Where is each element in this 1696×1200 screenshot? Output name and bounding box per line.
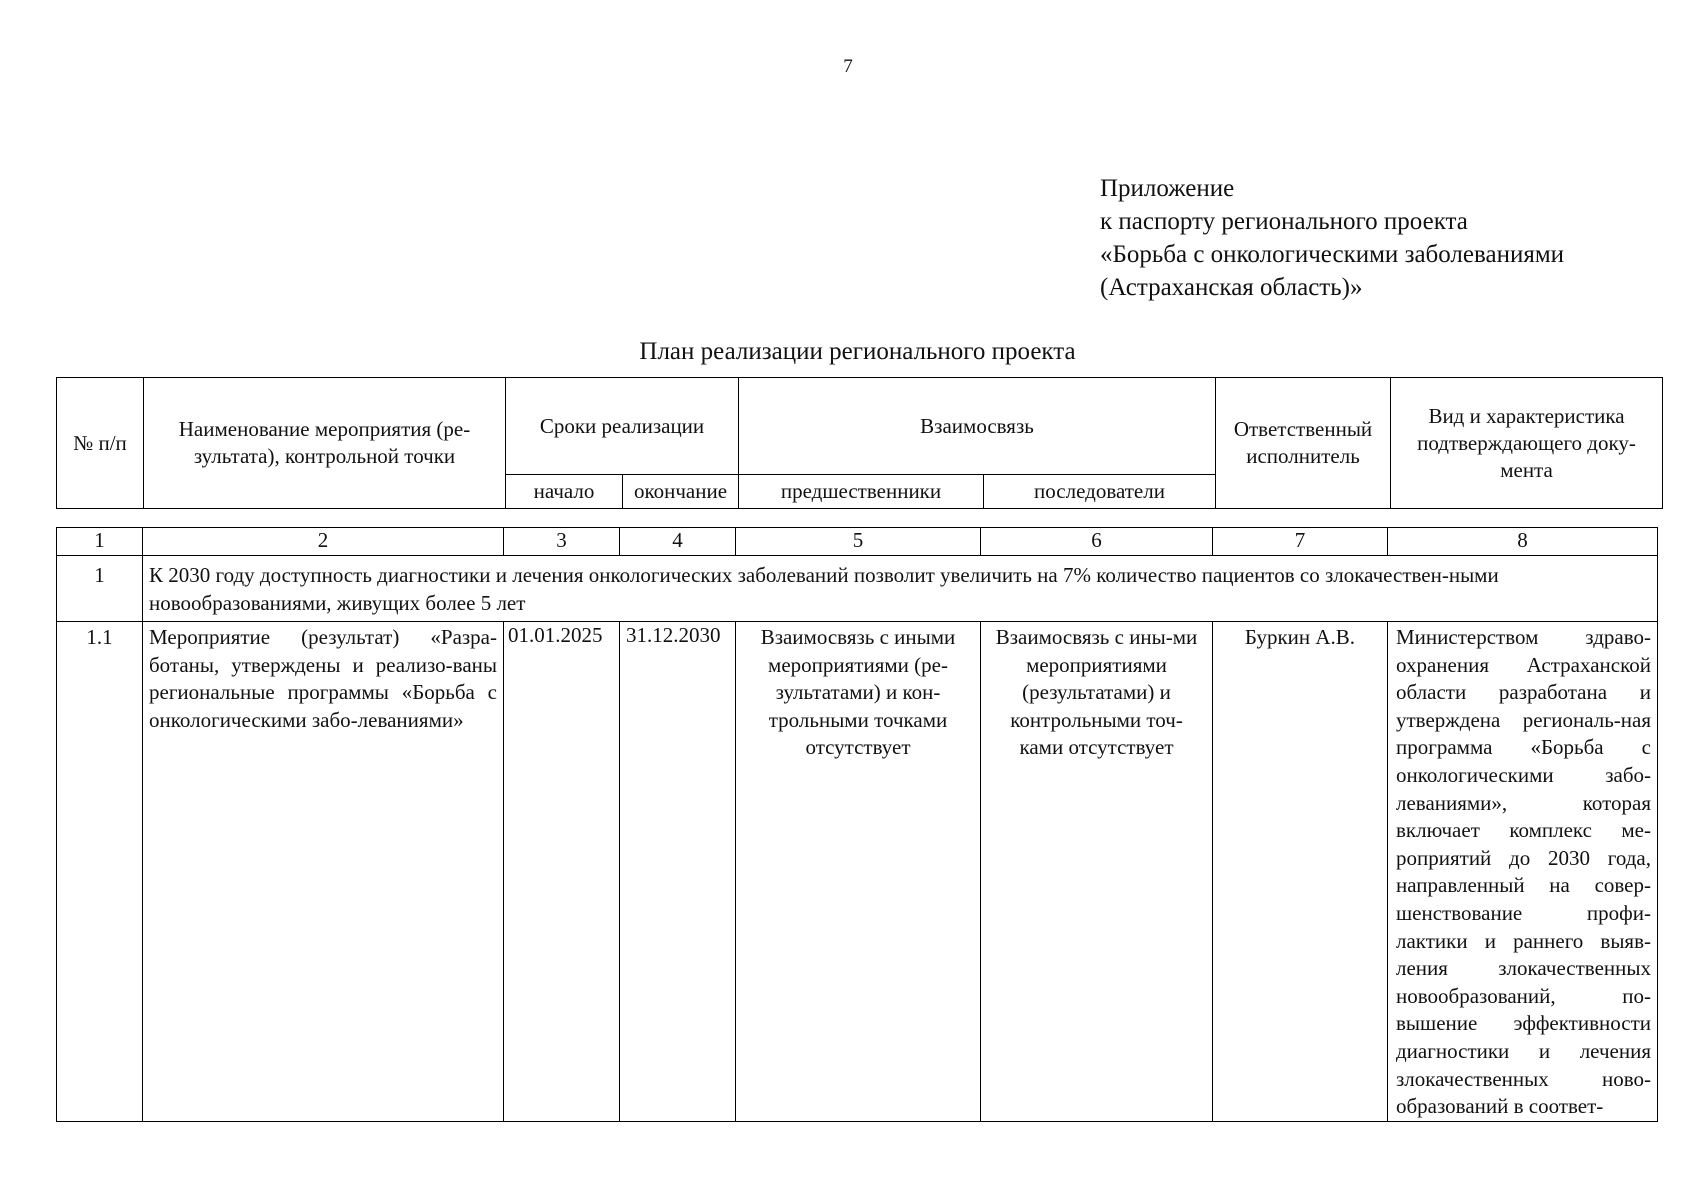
header-name: Наименование мероприятия (ре-зультата), контрольной точки	[144, 378, 506, 509]
header-document: Вид и характеристика подтверждающего доку-мента	[1391, 378, 1663, 509]
table-title: План реализации регионального проекта	[639, 338, 1076, 365]
column-number: 6	[981, 528, 1213, 556]
header-table	[56, 377, 1663, 509]
header-successors: последователи	[984, 475, 1216, 509]
header-predecessors: предшественники	[739, 475, 984, 509]
annex-line-4: (Астраханская область)»	[1100, 274, 1363, 301]
row-number: 1.1	[57, 622, 143, 1122]
annex-line-1: Приложение	[1100, 175, 1235, 202]
header-responsible: Ответственный исполнитель	[1216, 378, 1391, 509]
row-predecessors: Взаимосвязь с иными мероприятиями (ре-зультатами) и кон-трольными точками отсутствует	[736, 622, 981, 1122]
header-end: окончание	[623, 475, 739, 509]
annex-line-3: «Борьба с онкологическими заболеваниями	[1100, 241, 1565, 268]
column-number: 4	[620, 528, 736, 556]
data-table	[56, 527, 1658, 1122]
task-text: К 2030 году доступность диагностики и лечения онкологических заболеваний позволит увеличить на 7% количество пациентов со злокачествен-ными новообразованиями, живущих более 5 лет	[143, 556, 1658, 622]
row-successors: Взаимосвязь с ины-ми мероприятиями (результатами) и контрольными точ-ками отсутствует	[981, 622, 1213, 1122]
column-number: 7	[1213, 528, 1388, 556]
column-number: 3	[504, 528, 620, 556]
header-terms: Сроки реализации	[506, 378, 739, 475]
row-responsible: Буркин А.В.	[1213, 622, 1388, 1122]
column-number: 1	[57, 528, 143, 556]
task-number: 1	[57, 556, 143, 622]
column-number-row	[57, 528, 1658, 556]
table-row	[57, 622, 1658, 1122]
page-number: 7	[843, 56, 853, 77]
row-end-date: 31.12.2030	[620, 622, 736, 1122]
header-number: № п/п	[57, 378, 144, 509]
annex-line-2: к паспорту регионального проекта	[1100, 208, 1468, 235]
row-document: Министерством здраво-охранения Астраханской области разработана и утверждена региональ-ная программа «Борьба с онкологическими забо-леваниями», которая включает комплекс ме-роприятий до 2030 года, направленный на совер-шенствование профи-лактики и раннего выяв-ления злокачественных новообразований, по-вышение эффективности диагностики и лечения злокачественных ново-образований в соответ-	[1388, 622, 1658, 1122]
column-number: 5	[736, 528, 981, 556]
column-number: 2	[143, 528, 504, 556]
header-start: начало	[506, 475, 623, 509]
task-row	[57, 556, 1658, 622]
row-name: Мероприятие (результат) «Разра-ботаны, утверждены и реализо-ваны региональные программы «Борьба с онкологическими забо-леваниями»	[143, 622, 504, 1122]
column-number: 8	[1388, 528, 1658, 556]
header-link: Взаимосвязь	[739, 378, 1216, 475]
annex-block	[1100, 172, 1564, 304]
row-start-date: 01.01.2025	[504, 622, 620, 1122]
